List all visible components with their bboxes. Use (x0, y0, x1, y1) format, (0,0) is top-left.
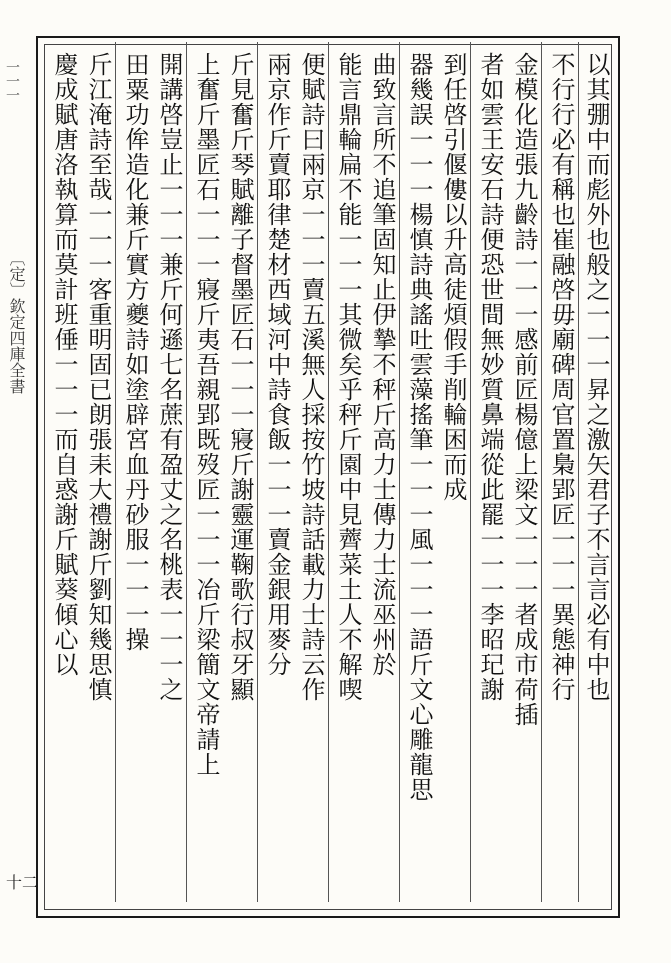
text-column: 不行行必有稱也崔融啓毋廟碑周官置梟郢匠一一一異態神行 (547, 52, 575, 702)
text-column: 到任啓引偃僂以升高徒煩假手削輪困而成 (439, 52, 467, 502)
column-rule (115, 42, 116, 902)
text-column: 斤見奮斤琴賦離子督墨匠石一一一寢斤謝靈運鞠歌行叔牙顯 (226, 52, 254, 702)
text-column: 開講啓豈止一一一兼斤何遜七名蔗有盈丈之名桃表一一一之 (155, 52, 183, 702)
column-rule (470, 42, 471, 902)
text-column: 能言鼎輪扁不能一一一其微矣乎秤斤園中見薺菜土人不解喫 (334, 52, 362, 702)
column-rule (328, 42, 329, 902)
text-column: 上奮斤墨匠石一一一寢斤夷吾親郢既歿匠一一一冶斤梁簡文帝請上 (192, 52, 220, 777)
text-column: 以其弸中而彪外也般之一一一昇之激矢君子不言言必有中也 (582, 52, 610, 702)
text-column: 曲致言所不追筆固知止伊摯不秤斤高力士傳力士流巫州於 (368, 52, 396, 677)
column-rule (399, 42, 400, 902)
book-title: 〔定〕欽定四庫全書 (7, 250, 26, 394)
column-rule (186, 42, 187, 902)
column-rule (578, 42, 579, 902)
column-rule (257, 42, 258, 902)
column-rule (541, 42, 542, 902)
text-column: 者如雲王安石詩便恐世間無妙質鼻端從此罷一一一李昭玘謝 (476, 52, 504, 702)
text-column: 慶成賦唐洛執算而莫計班倕一一一而自惑謝斤賦葵傾心以 (50, 52, 78, 677)
text-column: 斤江淹詩至哉一一一客重明固已朗張耒大禮謝斤劉知幾思慎 (84, 52, 112, 702)
text-column: 兩京作斤賣耶律楚材西域河中詩食飯一一一賣金銀用麥分 (263, 52, 291, 677)
margin-top-marks: 一一一 (4, 60, 20, 102)
page-number: 十二 (6, 873, 39, 892)
text-column: 金模化造張九齡詩一一一感前匠楊億上梁文一一一者成市荷插 (510, 52, 538, 727)
text-column: 器幾誤一一一楊慎詩典謠吐雲藻搖筆一一一風一一一語斤文心雕龍思 (405, 52, 433, 802)
text-column: 田粟功侔造化兼斤實方夔詩如塗辟宮血丹砂服一一一操 (121, 52, 149, 652)
text-column: 便賦詩曰兩京一一一賣五溪無人採按竹坡詩話載力士詩云作 (297, 52, 325, 702)
